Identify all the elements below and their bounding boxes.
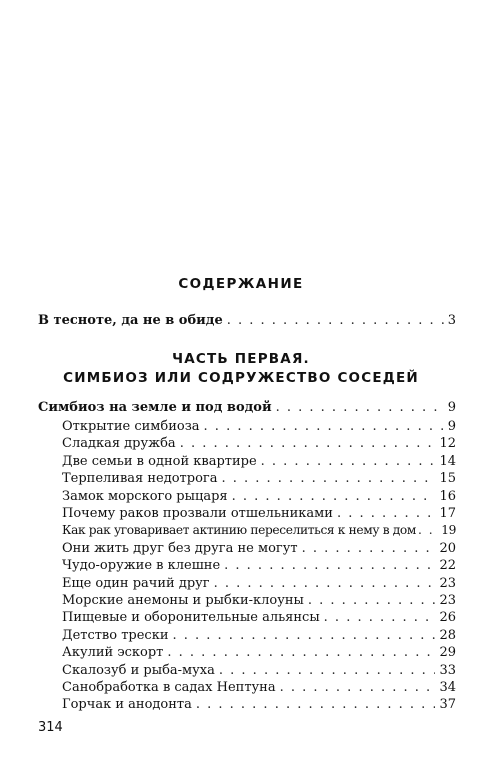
dot-leader xyxy=(302,540,436,557)
entry-page: 9 xyxy=(447,400,456,415)
dot-leader xyxy=(261,453,436,470)
entry-title: Детство трески xyxy=(62,627,169,643)
entry-title: Они жить друг без друга не могут xyxy=(62,540,298,556)
entry-page: 29 xyxy=(439,645,456,661)
entry-title: Еще один рачий друг xyxy=(62,575,210,591)
dot-leader xyxy=(324,609,436,626)
dot-leader xyxy=(337,505,435,522)
dot-leader xyxy=(167,644,435,661)
toc-entry xyxy=(62,418,456,435)
dot-leader xyxy=(276,398,444,418)
toc-entry xyxy=(62,435,456,452)
toc-entry xyxy=(62,540,456,557)
dot-leader xyxy=(418,522,439,539)
toc-entry-chapter xyxy=(38,398,456,418)
dot-leader xyxy=(227,311,444,331)
entry-page: 28 xyxy=(439,627,456,643)
entry-page: 33 xyxy=(439,662,456,678)
entry-title: Акулий эскорт xyxy=(62,645,164,661)
toc-entry xyxy=(62,575,456,592)
entry-page: 23 xyxy=(439,575,456,591)
entry-page: 16 xyxy=(439,488,456,504)
toc-entry xyxy=(62,627,456,644)
toc-entry xyxy=(62,505,456,522)
entry-title: Симбиоз на земле и под водой xyxy=(38,400,272,415)
toc-entry xyxy=(62,662,456,679)
toc-entry xyxy=(62,592,456,609)
part-heading-line2: СИМБИОЗ ИЛИ СОДРУЖЕСТВО СОСЕДЕЙ xyxy=(63,370,419,386)
entry-title: Санобработка в садах Нептуна xyxy=(62,680,276,695)
toc-entry xyxy=(62,453,456,470)
entry-page: 37 xyxy=(439,697,456,713)
dot-leader xyxy=(224,557,435,574)
entry-title: Морские анемоны и рыбки-клоуны xyxy=(62,593,304,608)
entry-title: Открытие симбиоза xyxy=(62,419,200,434)
toc-entry xyxy=(62,557,456,574)
dot-leader xyxy=(214,575,436,592)
dot-leader xyxy=(280,679,436,696)
entry-page: 26 xyxy=(439,610,456,626)
entry-title: Сладкая дружба xyxy=(62,436,176,452)
dot-leader xyxy=(204,418,444,435)
entry-title: Две семьи в одной квартире xyxy=(62,453,257,469)
entry-page: 23 xyxy=(439,593,456,608)
toc-entry xyxy=(62,679,456,696)
entry-title: В тесноте, да не в обиде xyxy=(38,313,223,328)
entry-title: Почему раков прозвали отшельниками xyxy=(62,506,333,521)
dot-leader xyxy=(180,435,436,452)
dot-leader xyxy=(221,470,435,487)
entry-title: Скалозуб и рыба-муха xyxy=(62,662,215,678)
toc-heading: СОДЕРЖАНИЕ xyxy=(178,276,304,292)
entry-title: Пищевые и оборонительные альянсы xyxy=(62,610,320,626)
entry-title: Как рак уговаривает актинию переселиться к нему в дом xyxy=(62,523,417,538)
toc-entry xyxy=(62,522,456,539)
toc-entry xyxy=(62,609,456,626)
toc-entry-intro xyxy=(38,311,456,331)
dot-leader xyxy=(308,592,436,609)
entry-title: Горчак и анодонта xyxy=(62,697,192,713)
part-heading-line1: ЧАСТЬ ПЕРВАЯ. xyxy=(172,351,310,367)
page-number: 314 xyxy=(38,720,63,735)
entry-page: 17 xyxy=(439,506,456,521)
toc-entry xyxy=(62,488,456,505)
entry-page: 3 xyxy=(447,313,456,328)
entry-title: Терпеливая недотрога xyxy=(62,471,218,487)
dot-leader xyxy=(172,627,435,644)
entry-page: 20 xyxy=(439,540,456,556)
entry-page: 22 xyxy=(439,558,456,574)
entry-title: Чудо-оружие в клешне xyxy=(62,558,221,574)
toc-entry xyxy=(62,644,456,661)
dot-leader xyxy=(219,662,436,679)
entry-page: 19 xyxy=(441,523,456,538)
entry-page: 9 xyxy=(447,419,456,434)
entry-page: 12 xyxy=(439,436,456,452)
dot-leader xyxy=(196,696,436,713)
dot-leader xyxy=(232,488,436,505)
toc-entry xyxy=(62,696,456,713)
entry-title: Замок морского рыцаря xyxy=(62,488,228,504)
entry-page: 15 xyxy=(439,471,456,487)
toc-entry xyxy=(62,470,456,487)
part-heading xyxy=(0,350,482,388)
entry-page: 14 xyxy=(439,453,456,469)
entry-page: 34 xyxy=(439,680,456,695)
